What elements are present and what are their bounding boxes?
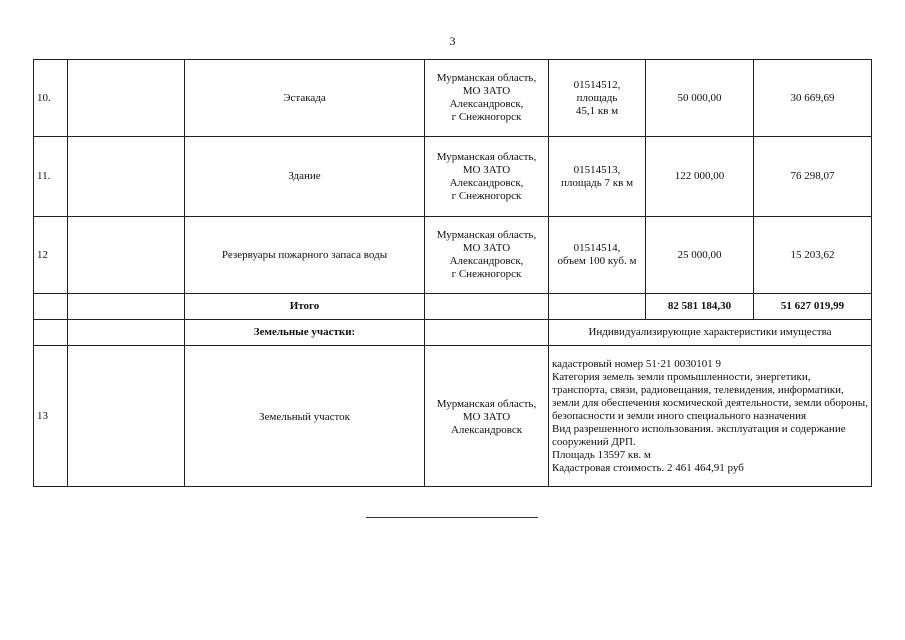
empty-cell: [68, 320, 185, 346]
permitted-use: Вид разрешенного использования. эксплуатация и содержание сооружений ДРП.: [552, 422, 846, 448]
location-line: г Снежногорск: [451, 268, 522, 280]
row-number: 13: [34, 346, 68, 487]
property-name: Эстакада: [185, 60, 425, 137]
cadastral-value: Кадастровая стоимость. 2 461 464,91 руб: [552, 461, 744, 474]
land-area: Площадь 13597 кв. м: [552, 448, 651, 461]
property-name: Здание: [185, 137, 425, 217]
book-value: 122 000,00: [646, 137, 754, 217]
total-row: [34, 294, 872, 320]
characteristic-line: объем 100 куб. м: [557, 255, 637, 267]
total-label: Итого: [185, 294, 425, 320]
characteristic-line: площадь: [576, 91, 618, 104]
empty-cell: [68, 137, 185, 217]
empty-cell: [68, 294, 185, 320]
book-value: 50 000,00: [646, 60, 754, 137]
location-line: МО ЗАТО: [462, 410, 511, 423]
table-row: [34, 217, 872, 294]
empty-cell: [34, 294, 68, 320]
location-line: Мурманская область,: [436, 72, 537, 84]
property-name: Земельный участок: [185, 346, 425, 487]
total-book-value: 82 581 184,30: [646, 294, 754, 320]
location-line: Александровск: [450, 423, 523, 436]
characteristic-line: 01514513,: [573, 163, 621, 176]
cadastral-number: кадастровый номер 51·21 0030101 9: [552, 357, 722, 370]
land-details: [549, 346, 872, 487]
row-number: 11.: [34, 137, 68, 217]
row-number: 12: [34, 217, 68, 294]
property-location: [425, 137, 549, 217]
residual-value: 30 669,69: [754, 60, 872, 137]
empty-cell: [68, 60, 185, 137]
empty-cell: [34, 320, 68, 346]
characteristics-header: Индивидуализирующие характеристики имущества: [549, 320, 872, 346]
empty-cell: [549, 294, 646, 320]
table-row: [34, 137, 872, 217]
location-line: Мурманская область,: [436, 397, 537, 410]
empty-cell: [425, 320, 549, 346]
location-line: Александровск,: [449, 176, 524, 189]
location-line: Александровск,: [449, 255, 524, 267]
property-characteristics: [549, 137, 646, 217]
land-category: Категория земель земли промышленности, энергетики, транспорта, связи, радиовещания, телевидения, информатики, земли для обеспечения космической деятельности, земли обороны, безопасности и земли иного специального назначения: [552, 370, 868, 422]
location-line: МО ЗАТО: [462, 85, 511, 97]
location-line: МО ЗАТО: [462, 163, 511, 176]
empty-cell: [68, 217, 185, 294]
location-line: МО ЗАТО: [462, 242, 511, 254]
property-characteristics: [549, 60, 646, 137]
location-line: г Снежногорск: [451, 189, 522, 202]
residual-value: 15 203,62: [754, 217, 872, 294]
row-number: 10.: [34, 60, 68, 137]
characteristic-line: площадь 7 кв м: [560, 176, 634, 189]
residual-value: 76 298,07: [754, 137, 872, 217]
property-name: Резервуары пожарного запаса воды: [185, 217, 425, 294]
property-characteristics: [549, 217, 646, 294]
location-line: Мурманская область,: [436, 229, 537, 241]
bottom-divider: [366, 517, 538, 518]
table-row: [34, 60, 872, 137]
empty-cell: [68, 346, 185, 487]
characteristic-line: 45,1 кв м: [575, 104, 619, 117]
property-location: [425, 60, 549, 137]
location-line: Мурманская область,: [436, 150, 537, 163]
property-location: [425, 217, 549, 294]
total-residual-value: 51 627 019,99: [754, 294, 872, 320]
land-section-label: Земельные участки:: [185, 320, 425, 346]
page-number: 3: [449, 34, 456, 48]
characteristic-line: 01514512,: [573, 78, 621, 91]
land-section-header: [34, 320, 872, 346]
location-line: г Снежногорск: [451, 111, 522, 123]
table-row: [34, 346, 872, 487]
empty-cell: [425, 294, 549, 320]
location-line: Александровск,: [449, 98, 524, 110]
book-value: 25 000,00: [646, 217, 754, 294]
characteristic-line: 01514514,: [573, 242, 621, 254]
property-registry-table: [33, 59, 872, 487]
property-location: [425, 346, 549, 487]
